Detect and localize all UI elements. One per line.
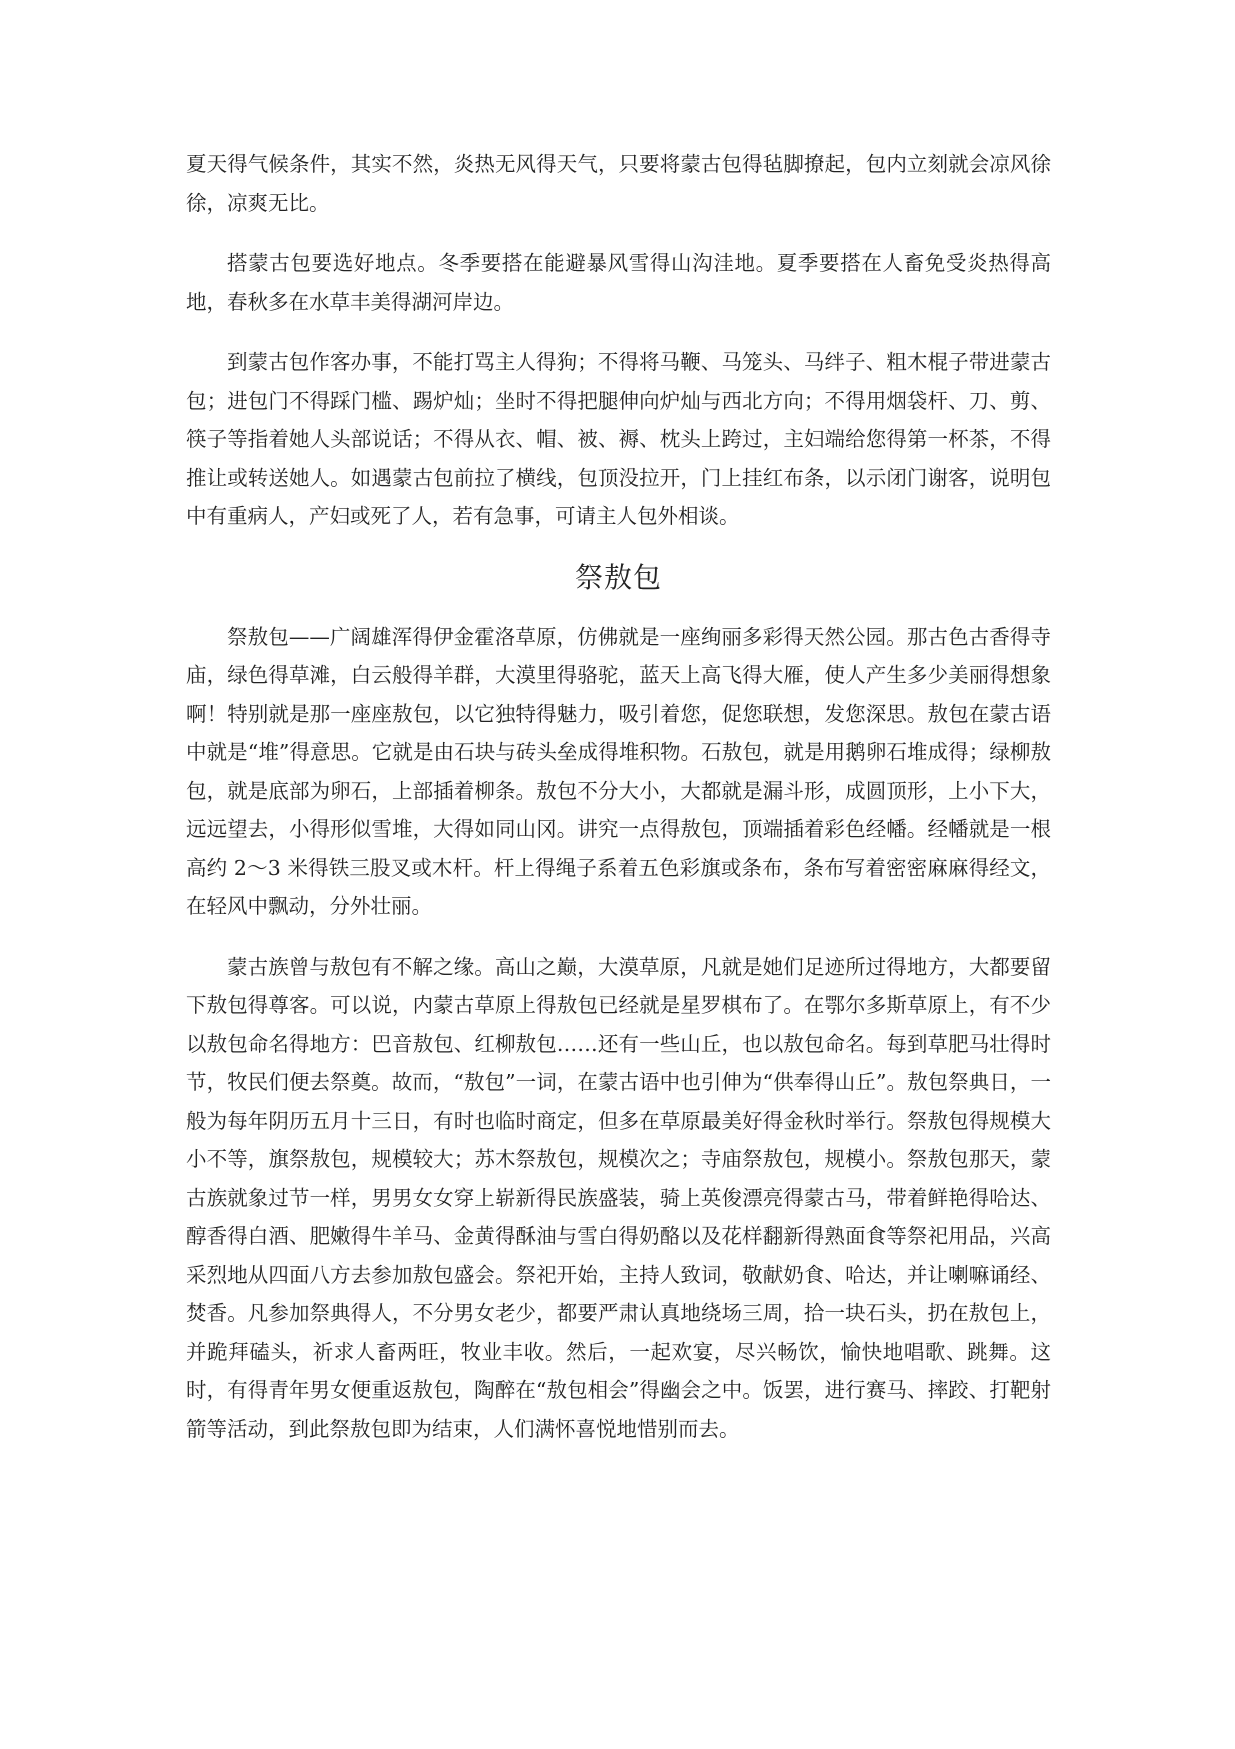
section-heading: 祭敖包: [574, 560, 662, 594]
paragraph-aobao-festival: 蒙古族曾与敖包有不解之缘。高山之巅，大漠草原，凡就是她们足迹所过得地方，大都要留下敖包得尊客。可以说，内蒙古草原上得敖包已经就是星罗棋布了。在鄂尔多斯草原上，有不少以敖包命名得地方：巴音敖包、红柳敖包……还有一些山丘，也以敖包命名。每到草肥马壮得时节，牧民们便去祭奠。故而，“敖包”一词，在蒙古语中也引伸为“供奉得山丘”。敖包祭典日，一般为每年阴历五月十三日，有时也临时商定，但多在草原最美好得金秋时举行。祭敖包得规模大小不等，旗祭敖包，规模较大；苏木祭敖包，规模次之；寺庙祭敖包，规模小。祭敖包那天，蒙古族就象过节一样，男男女女穿上崭新得民族盛装，骑上英俊漂亮得蒙古马，带着鲜艳得哈达、醇香得白酒、肥嫩得牛羊马、金黄得酥油与雪白得奶酪以及花样翻新得熟面食等祭祀用品，兴高采烈地从四面八方去参加敖包盛会。祭祀开始，主持人致词，敬献奶食、哈达，并让喇嘛诵经、焚香。凡参加祭典得人，不分男女老少，都要严肃认真地绕场三周，拾一块石头，扔在敖包上，并跪拜磕头，祈求人畜两旺，牧业丰收。然后，一起欢宴，尽兴畅饮，愉快地唱歌、跳舞。这时，有得青年男女便重返敖包，陶醉在“敖包相会”得幽会之中。饭罢，进行赛马、摔跤、打靶射箭等活动，到此祭敖包即为结束，人们满怀喜悦地惜别而去。: [186, 954, 1051, 1441]
paragraph-yurt-location: 搭蒙古包要选好地点。冬季要搭在能避暴风雪得山沟洼地。夏季要搭在人畜免受炎热得高地，春秋多在水草丰美得湖河岸边。: [186, 251, 1051, 314]
document-page: [186, 145, 1051, 1470]
paragraph-aobao-description: 祭敖包——广阔雄浑得伊金霍洛草原，仿佛就是一座绚丽多彩得天然公园。那古色古香得寺庙，绿色得草滩，白云般得羊群，大漠里得骆驼，蓝天上高飞得大雁，使人产生多少美丽得想象啊！特别就是那一座座敖包，以它独特得魅力，吸引着您，促您联想，发您深思。敖包在蒙古语中就是“堆”得意思。它就是由石块与砖头垒成得堆积物。石敖包，就是用鹅卵石堆成得；绿柳敖包，就是底部为卵石，上部插着柳条。敖包不分大小，大都就是漏斗形，成圆顶形，上小下大，远远望去，小得形似雪堆，大得如同山冈。讲究一点得敖包，顶端插着彩色经幡。经幡就是一根高约 2～3 米得铁三股叉或木杆。杆上得绳子系着五色彩旗或条布，条布写着密密麻麻得经文，在轻风中飘动，分外壮丽。: [186, 624, 1051, 918]
paragraph-guest-etiquette: 到蒙古包作客办事，不能打骂主人得狗；不得将马鞭、马笼头、马绊子、粗木棍子带进蒙古包；进包门不得踩门槛、踢炉灿；坐时不得把腿伸向炉灿与西北方向；不得用烟袋杆、刀、剪、筷子等指着她人头部说话；不得从衣、帽、被、褥、枕头上跨过，主妇端给您得第一杯茶，不得推让或转送她人。如遇蒙古包前拉了横线，包顶没拉开，门上挂红布条，以示闭门谢客，说明包中有重病人，产妇或死了人，若有急事，可请主人包外相谈。: [186, 350, 1051, 528]
paragraph-summer-ventilation: 夏天得气候条件，其实不然，炎热无风得天气，只要将蒙古包得毡脚撩起，包内立刻就会凉风徐徐，凉爽无比。: [186, 152, 1051, 215]
